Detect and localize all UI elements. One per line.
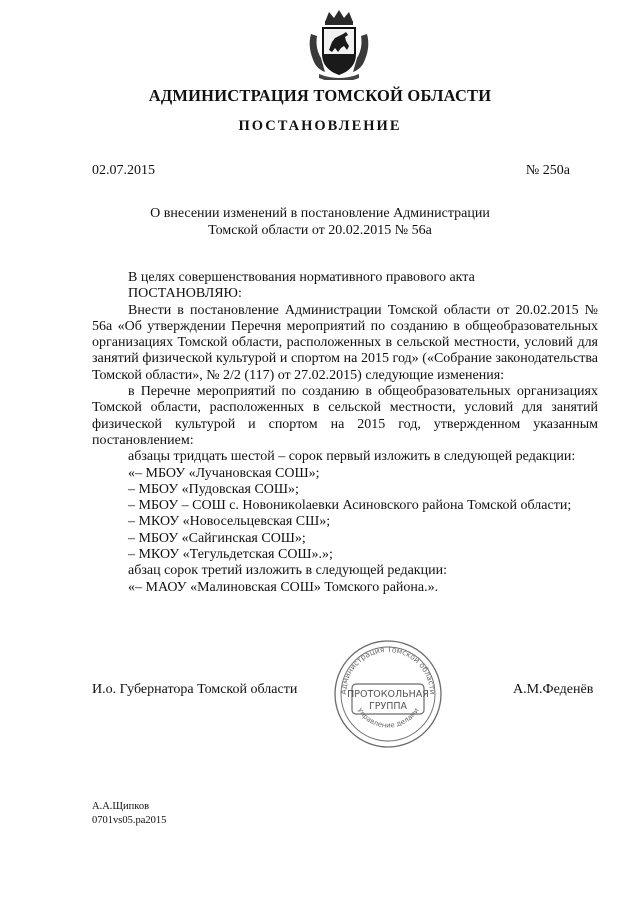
stamp-line1: ПРОТОКОЛЬНАЯ	[347, 689, 429, 700]
protocol-group-stamp	[332, 638, 444, 750]
stamp-line2: ГРУППА	[368, 701, 408, 712]
intro-line: В целях совершенствования нормативного правового акта	[128, 270, 475, 285]
organization-title: АДМИНИСТРАЦИЯ ТОМСКОЙ ОБЛАСТИ	[148, 86, 492, 105]
coat-of-arms-icon	[305, 8, 373, 80]
stamp-bottom-text: Управление делами	[355, 706, 421, 730]
list-item: «– МБОУ «Лучановская СОШ»;	[128, 465, 320, 481]
executor-block	[92, 800, 166, 828]
list-item: – МКОУ «Новосельцевская СШ»;	[128, 514, 331, 530]
svg-text:Администрация Томской области	[339, 645, 437, 695]
body-paragraph: «– МАОУ «Малиновская СОШ» Томского района.».	[128, 579, 439, 595]
document-date: 02.07.2015	[92, 163, 155, 178]
list-item: – МКОУ «Тегульдетская СОШ».»;	[128, 547, 333, 563]
body-paragraph: в Перечне мероприятий по созданию в общеобразовательных организациях Томской области, расположенных в сельской местности, условий для занятий физической культурой и спортом на 2015 год, утвержденном указанным постановлением:	[92, 384, 598, 448]
document-subject	[0, 205, 640, 239]
subject-line: Томской области от 20.02.2015 № 56а	[208, 223, 432, 238]
signatory-name: А.М.Феденёв	[513, 682, 594, 697]
signatory-position: И.о. Губернатора Томской области	[92, 682, 298, 697]
list-item: – МБОУ «Сайгинская СОШ»;	[128, 530, 306, 546]
subject-line: О внесении изменений в постановление Администрации	[150, 206, 490, 221]
document-number: № 250а	[525, 163, 570, 178]
body-paragraph: Внести в постановление Администрации Томской области от 20.02.2015 № 56а «Об утверждении Перечня мероприятий по созданию в общеобразовательных организациях Томской области, расположенных в сельской местности, условий для занятий физической культурой и спортом на 2015 год» («Собрание законодательства Томской области», № 2/2 (117) от 27.02.2015) следующие изменения:	[92, 302, 598, 383]
body-paragraph: абзацы тридцать шестой – сорок первый изложить в следующей редакции:	[128, 449, 576, 465]
list-item: – МБОУ «Пудовская СОШ»;	[128, 481, 299, 497]
stamp-ring-text: Администрация Томской области	[338, 644, 438, 695]
document-type: ПОСТАНОВЛЕНИЕ	[238, 118, 402, 134]
executor-name: А.А.Щипков	[92, 801, 150, 812]
resolve-word: ПОСТАНОВЛЯЮ:	[128, 286, 242, 302]
document-body	[92, 270, 598, 596]
document-code: 0701vs05.pa2015	[92, 815, 167, 826]
body-paragraph: абзац сорок третий изложить в следующей редакции:	[128, 563, 447, 579]
list-item: – МБОУ – СОШ с. Новоникolaевки Асиновского района Томской области;	[128, 498, 572, 514]
